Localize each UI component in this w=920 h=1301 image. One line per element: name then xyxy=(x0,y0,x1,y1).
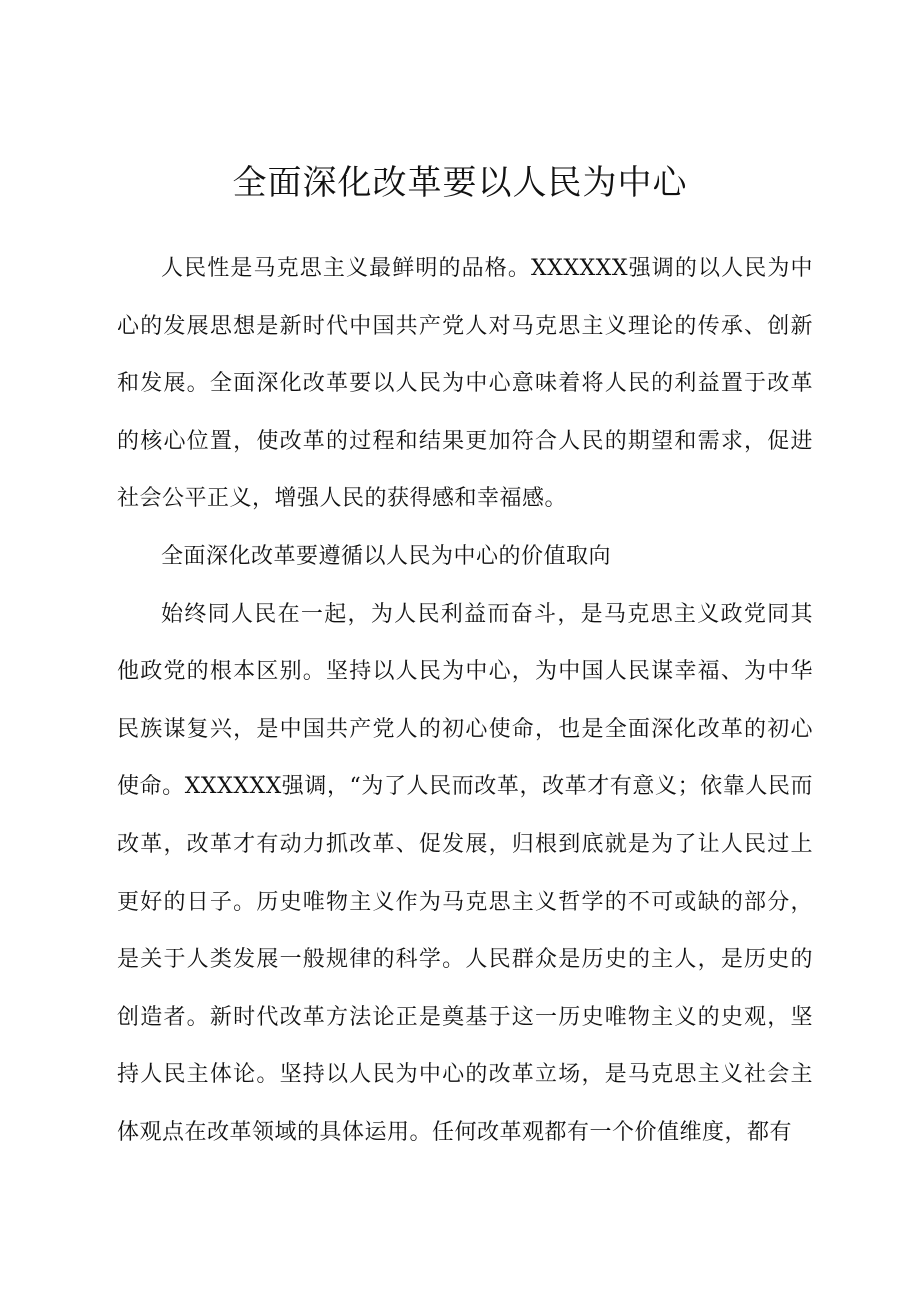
paragraph-intro: 人民性是马克思主义最鲜明的品格。XXXXXX强调的以人民为中心的发展思想是新时代中国共产党人对马克思主义理论的传承、创新和发展。全面深化改革要以人民为中心意味着将人民的利益置于改革的核心位置，使改革的过程和结果更加符合人民的期望和需求，促进社会公平正义，增强人民的获得感和幸福感。 xyxy=(117,256,813,512)
document-title: 全面深化改革要以人民为中心 xyxy=(232,163,688,203)
document-body xyxy=(117,240,813,1162)
section-heading: 全面深化改革要遵循以人民为中心的价值取向 xyxy=(161,543,612,569)
paragraph-main: 始终同人民在一起，为人民利益而奋斗，是马克思主义政党同其他政党的根本区别。坚持以人民为中心，为中国人民谋幸福、为中华民族谋复兴，是中国共产党人的初心使命，也是全面深化改革的初心使命。XXXXXX强调，“为了人民而改革，改革才有意义；依靠人民而改革，改革才有动力抓改革、促发展，归根到底就是为了让人民过上更好的日子。历史唯物主义作为马克思主义哲学的不可或缺的部分，是关于人类发展一般规律的科学。人民群众是历史的主人，是历史的创造者。新时代改革方法论正是奠基于这一历史唯物主义的史观，坚持人民主体论。坚持以人民为中心的改革立场，是马克思主义社会主体观点在改革领域的具体运用。任何改革观都有一个价值维度，都有 xyxy=(117,601,813,1145)
